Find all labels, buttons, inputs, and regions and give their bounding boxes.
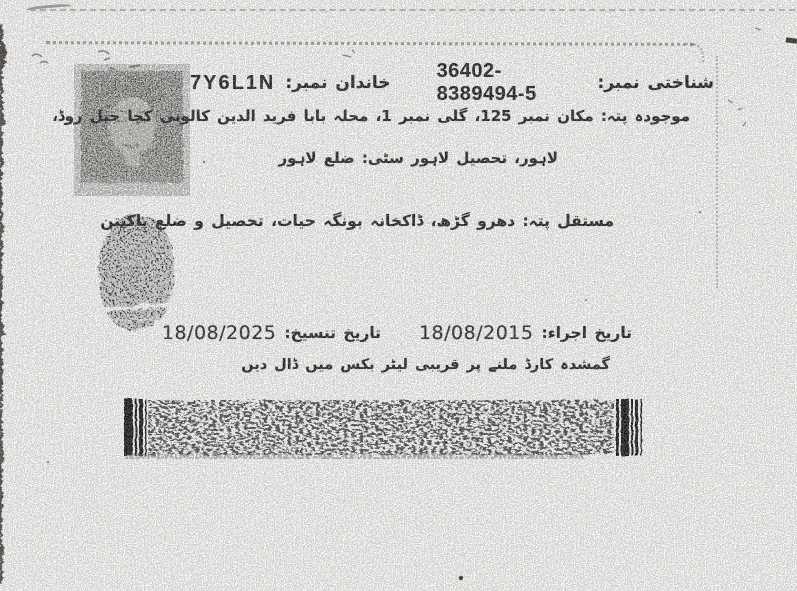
card-top-right-corner bbox=[686, 43, 704, 63]
id-number-label: شناختی نمبر: bbox=[597, 73, 714, 93]
issue-date-value: 18/08/2015 bbox=[418, 322, 534, 344]
current-address-line1: موجودہ پتہ: مکان نمبر 125، گلی نمبر 1، محلہ بابا فرید الدین کالونی کچا جیل روڈ، bbox=[52, 107, 690, 125]
lost-card-notice: گمشدہ کارڈ ملنے پر قریبی لیٹر بکس میں ڈال دیں bbox=[241, 357, 610, 373]
id-number-value: 36402-8389494-5 bbox=[436, 60, 537, 105]
card-top-border bbox=[46, 41, 694, 46]
family-number-value: 7Y6L1N bbox=[190, 71, 276, 94]
dates-row bbox=[161, 319, 632, 347]
id-numbers-row bbox=[190, 60, 714, 105]
card-right-border bbox=[716, 56, 718, 288]
scan-smudge-top bbox=[30, 9, 795, 11]
issue-date-label: تاریخ اجراء: bbox=[541, 324, 632, 342]
portrait-photo bbox=[74, 64, 190, 196]
scan-smudge-top-dark bbox=[26, 3, 73, 15]
scan-smudge-left bbox=[0, 24, 11, 584]
permanent-address: مستقل پتہ: دھرو گڑھ، ڈاکخانہ بونگہ حیات، تحصیل و ضلع پاکپتن bbox=[100, 212, 614, 230]
expiry-date-value: 18/08/2025 bbox=[161, 322, 277, 344]
family-number-label: خاندان نمبر: bbox=[285, 73, 391, 93]
barcode bbox=[124, 398, 644, 459]
expiry-date-label: تاریخ تنسیخ: bbox=[284, 324, 381, 342]
current-address-line2: لاہور، تحصیل لاہور سٹی: ضلع لاہور bbox=[278, 149, 558, 167]
